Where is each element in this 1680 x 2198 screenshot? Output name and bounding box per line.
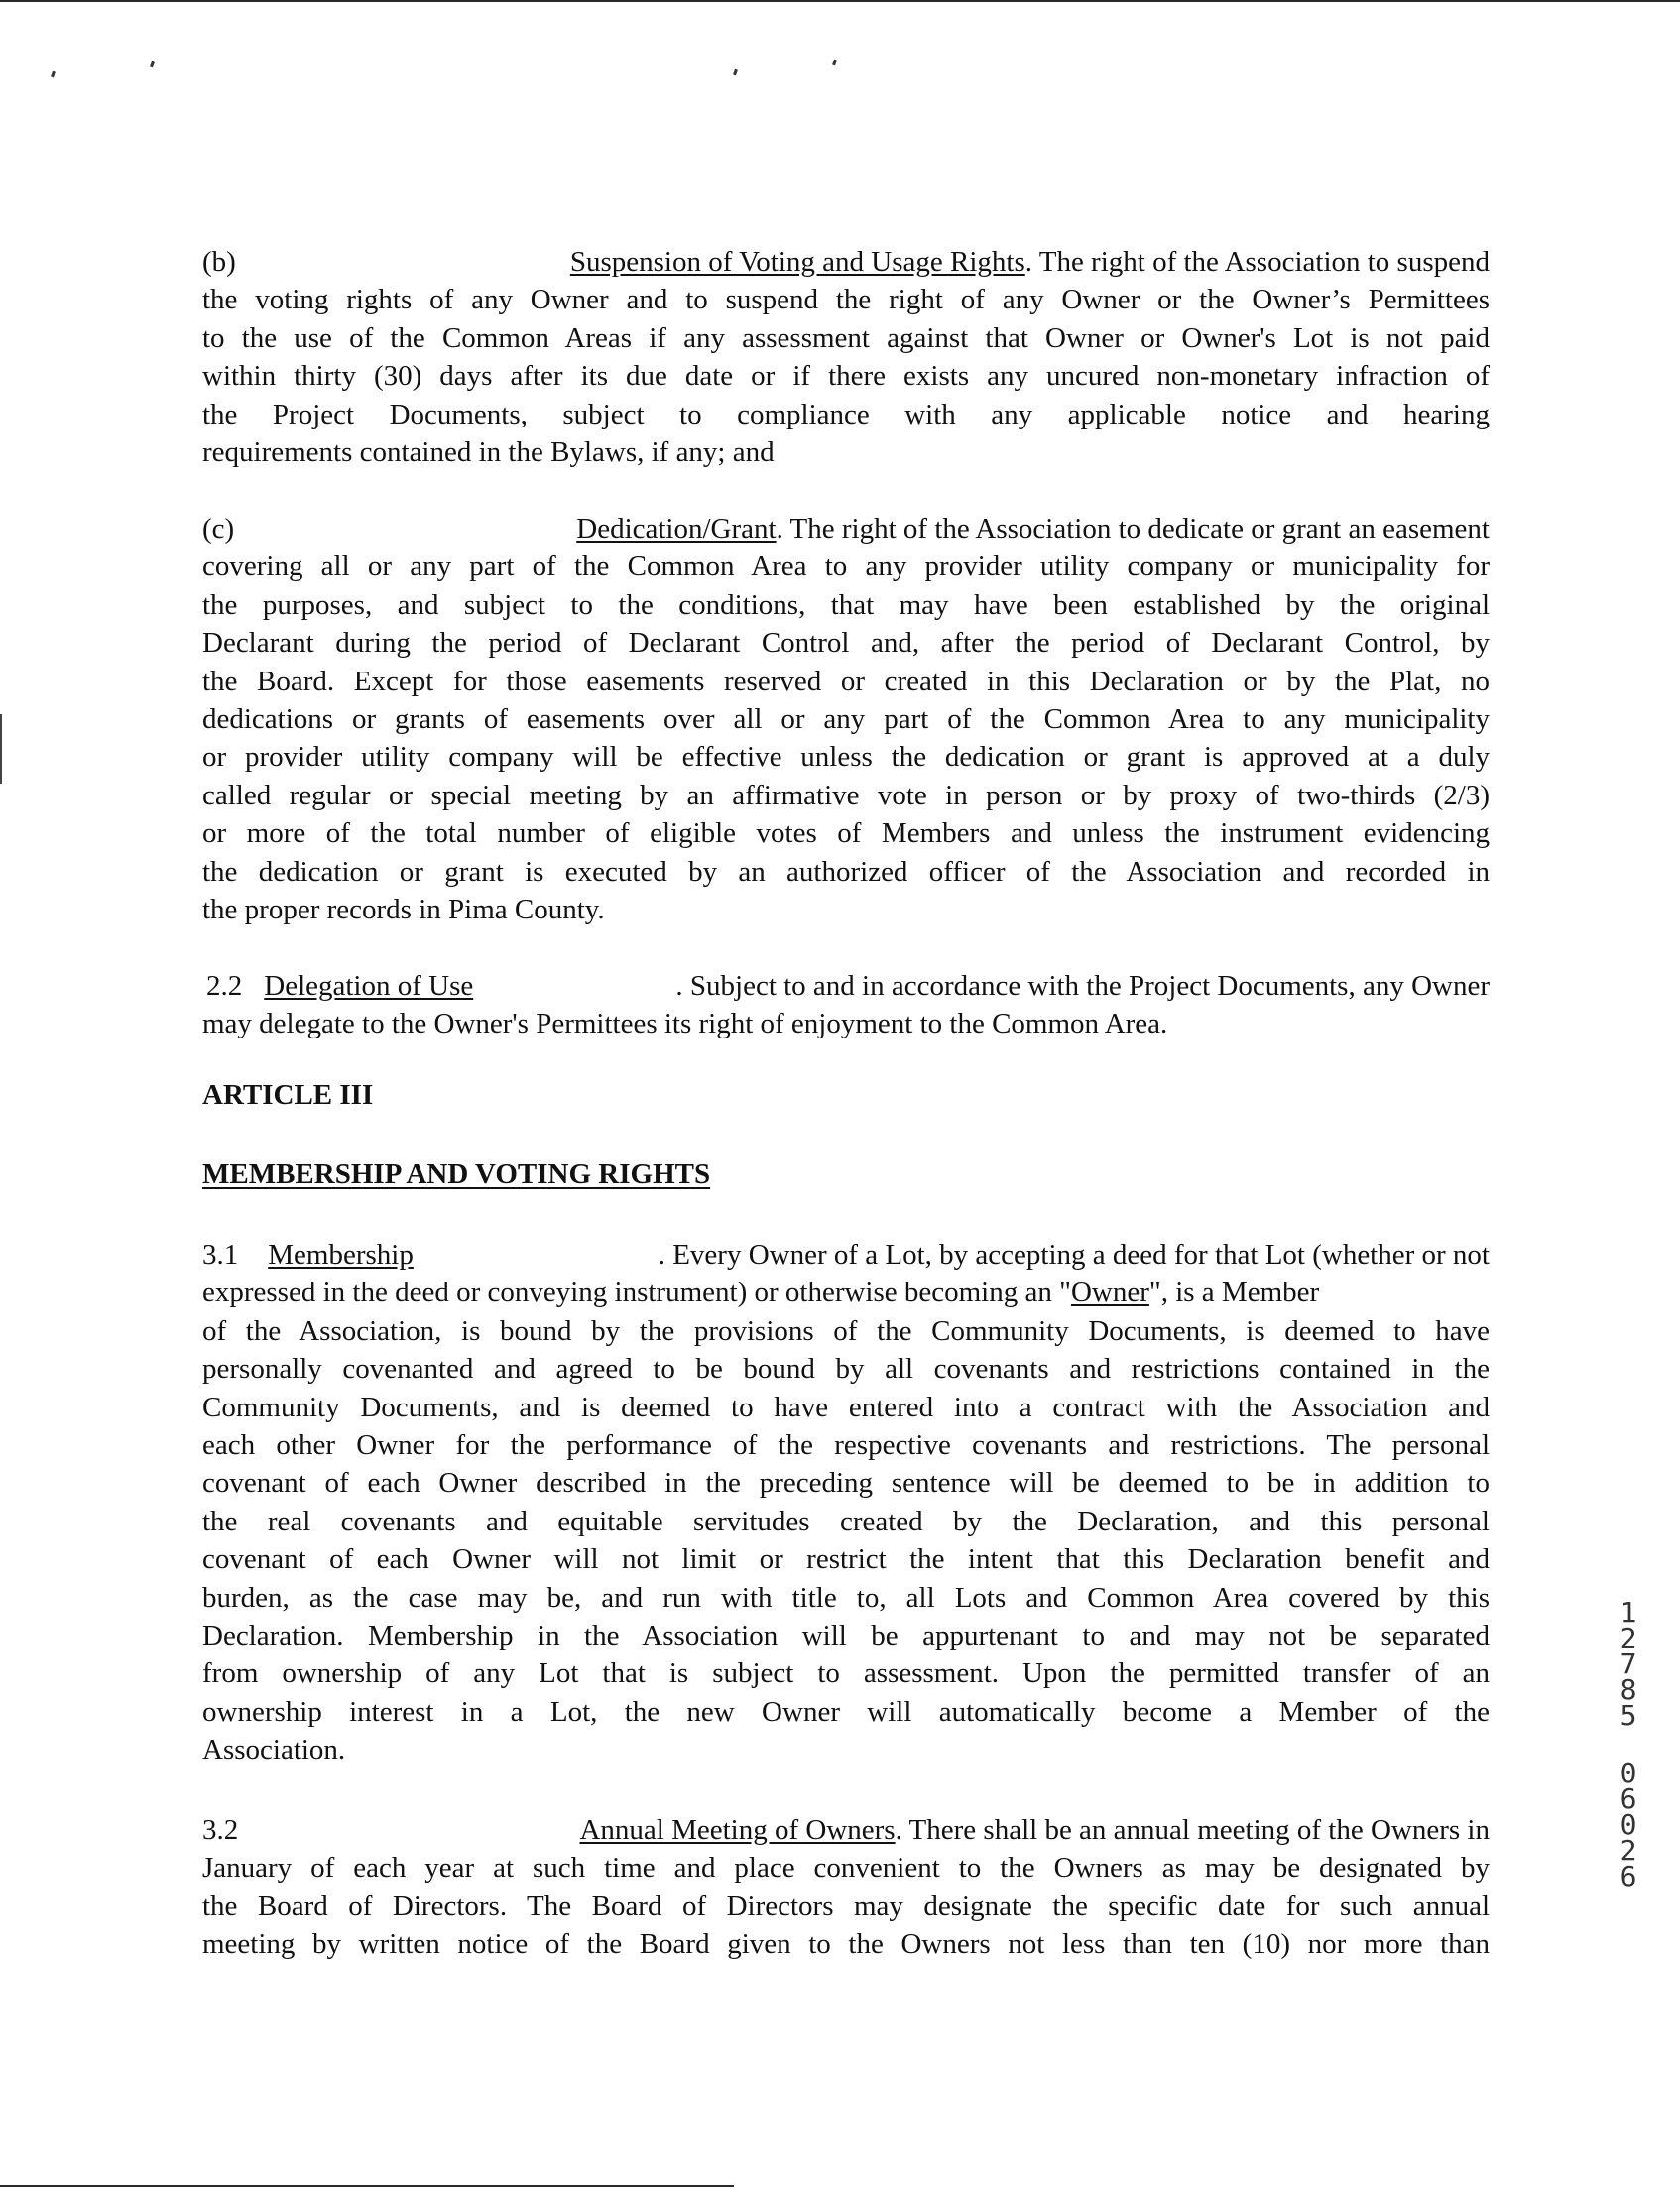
paragraph-line: Declaration. Membership in the Association will be appurtenant to and may not be separated [202, 1620, 1490, 1652]
stamp-digit: 2 [1620, 1834, 1637, 1867]
scan-speck [51, 71, 56, 78]
paragraph-line: requirements contained in the Bylaws, if any; and [202, 436, 775, 469]
stamp-digit: 0 [1620, 1808, 1637, 1841]
paragraph-line: called regular or special meeting by an affirmative vote in person or by proxy of two-thirds (2/3) [202, 779, 1490, 811]
paragraph-line [202, 1236, 1490, 1274]
paragraph-line: meeting by written notice of the Board given to the Owners not less than ten (10) nor more than [202, 1928, 1490, 1961]
paragraph-line: the real covenants and equitable servitudes created by the Declaration, and this personal [202, 1505, 1490, 1537]
stamp-digit: 7 [1620, 1648, 1637, 1680]
stamp-digit: 6 [1620, 1860, 1637, 1893]
paragraph-line: the Board. Except for those easements reserved or created in this Declaration or by the Plat, no [202, 665, 1490, 697]
scan-speck [733, 69, 738, 76]
paragraph-line: of the Association, is bound by the provisions of the Community Documents, is deemed to have [202, 1314, 1490, 1347]
paragraph-line [202, 243, 1490, 281]
paragraph-text: . Subject to and in accordance with the Project Documents, any Owner [675, 970, 1490, 1002]
article-number: ARTICLE III [202, 1079, 374, 1111]
paragraph-line: covenant of each Owner will not limit or restrict the intent that this Declaration benefit and [202, 1543, 1490, 1576]
paragraph-line: ownership interest in a Lot, the new Owner will automatically become a Member of the [202, 1695, 1490, 1728]
paragraph-line [202, 510, 1490, 548]
paragraph-line: covenant of each Owner described in the preceding sentence will be deemed to be in addition to [202, 1467, 1490, 1500]
stamp-gap [1609, 1728, 1648, 1760]
paragraph-line [202, 396, 1490, 433]
paragraph-2-2 [202, 967, 1490, 1043]
paragraph-line: or provider utility company will be effective unless the dedication or grant is approved at a duly [202, 741, 1490, 774]
stamp-digit: 0 [1620, 1757, 1637, 1789]
paragraph-line: within thirty (30) days after its due date or if there exists any uncured non-monetary infraction of [202, 360, 1490, 393]
paragraph-text: . There shall be an annual meeting of the Owners in [895, 1814, 1490, 1846]
stamp-digit: 6 [1620, 1782, 1637, 1815]
paragraph-label: 3.2 [202, 1814, 239, 1846]
paragraph-line: the dedication or grant is executed by an authorized officer of the Association and recorded in [202, 855, 1490, 888]
paragraph-title: Annual Meeting of Owners [579, 1814, 896, 1846]
paragraph-line: the purposes, and subject to the conditions, that may have been established by the original [202, 588, 1490, 621]
paragraph-text: . Every Owner of a Lot, by accepting a deed for that Lot (whether or not [658, 1239, 1490, 1271]
scan-edge-left [0, 714, 2, 784]
paragraph-line: the voting rights of any Owner and to suspend the right of any Owner or the Owner’s Permittees [202, 284, 1490, 316]
paragraph-text: the Project Documents, subject to compliance with any applicable notice and hearing [202, 398, 1490, 430]
paragraph-line: Declarant during the period of Declarant Control and, after the period of Declarant Control, by [202, 627, 1490, 660]
paragraph-c [202, 510, 1490, 928]
paragraph-title: Delegation of Use [264, 970, 474, 1002]
paragraph-line: personally covenanted and agreed to be bound by all covenants and restrictions contained in the [202, 1353, 1490, 1386]
scan-edge-top [0, 0, 1680, 2]
paragraph-label: (c) [202, 513, 235, 545]
paragraph-line [202, 967, 1490, 1005]
paragraph-line: the proper records in Pima County. [202, 894, 605, 926]
paragraph-line [202, 1811, 1490, 1849]
paragraph-line: burden, as the case may be, and run with title to, all Lots and Common Area covered by this [202, 1581, 1490, 1614]
paragraph-3-2 [202, 1811, 1490, 1964]
paragraph-label: 3.1 [202, 1239, 239, 1271]
paragraph-line: the Board of Directors. The Board of Directors may designate the specific date for such annual [202, 1890, 1490, 1922]
article-title: MEMBERSHIP AND VOTING RIGHTS [202, 1159, 711, 1190]
paragraph-label: 2.2 [206, 970, 243, 1002]
paragraph-text: expressed in the deed or conveying instrument) or otherwise becoming an " [202, 1277, 1071, 1309]
scan-edge-bottom [0, 2185, 734, 2187]
paragraph-label: (b) [202, 246, 236, 278]
stamp-digit: 2 [1620, 1622, 1637, 1654]
paragraph-title: Suspension of Voting and Usage Rights [569, 246, 1025, 278]
paragraph-line: Community Documents, and is deemed to have entered into a contract with the Association and [202, 1391, 1490, 1423]
stamp-digit: 1 [1620, 1596, 1637, 1629]
paragraph-title: Dedication/Grant [576, 513, 777, 545]
paragraph-b [202, 243, 1490, 471]
paragraph-line [202, 1274, 1490, 1311]
paragraph-title: Membership [268, 1239, 414, 1271]
defined-term: Owner [1070, 1277, 1149, 1309]
scan-speck [150, 61, 155, 68]
scan-speck [832, 60, 837, 66]
paragraph-line: January of each year at such time and place convenient to the Owners as may be designated by [202, 1852, 1490, 1885]
paragraph-line: dedications or grants of easements over all or any part of the Common Area to any municipality [202, 703, 1490, 736]
paragraph-text: . The right of the Association to dedicate or grant an easement [776, 513, 1490, 545]
paragraph-text: . The right of the Association to suspend [1024, 246, 1490, 278]
paragraph-line: from ownership of any Lot that is subject to assessment. Upon the permitted transfer of an [202, 1657, 1490, 1690]
paragraph-line: or more of the total number of eligible votes of Members and unless the instrument evidencing [202, 817, 1490, 850]
recording-stamp [1609, 1596, 1648, 1893]
paragraph-line: to the use of the Common Areas if any assessment against that Owner or Owner's Lot is not paid [202, 321, 1490, 354]
paragraph-text: ", is a Member [1148, 1277, 1320, 1309]
paragraph-line: covering all or any part of the Common Area to any provider utility company or municipality for [202, 550, 1490, 583]
paragraph-line: each other Owner for the performance of the respective covenants and restrictions. The personal [202, 1429, 1490, 1462]
paragraph-line: may delegate to the Owner's Permittees its right of enjoyment to the Common Area. [202, 1008, 1168, 1040]
paragraph-3-1 [202, 1236, 1490, 1770]
paragraph-line: Association. [202, 1734, 346, 1767]
stamp-digit: 5 [1620, 1699, 1637, 1732]
stamp-digit: 8 [1620, 1673, 1637, 1706]
